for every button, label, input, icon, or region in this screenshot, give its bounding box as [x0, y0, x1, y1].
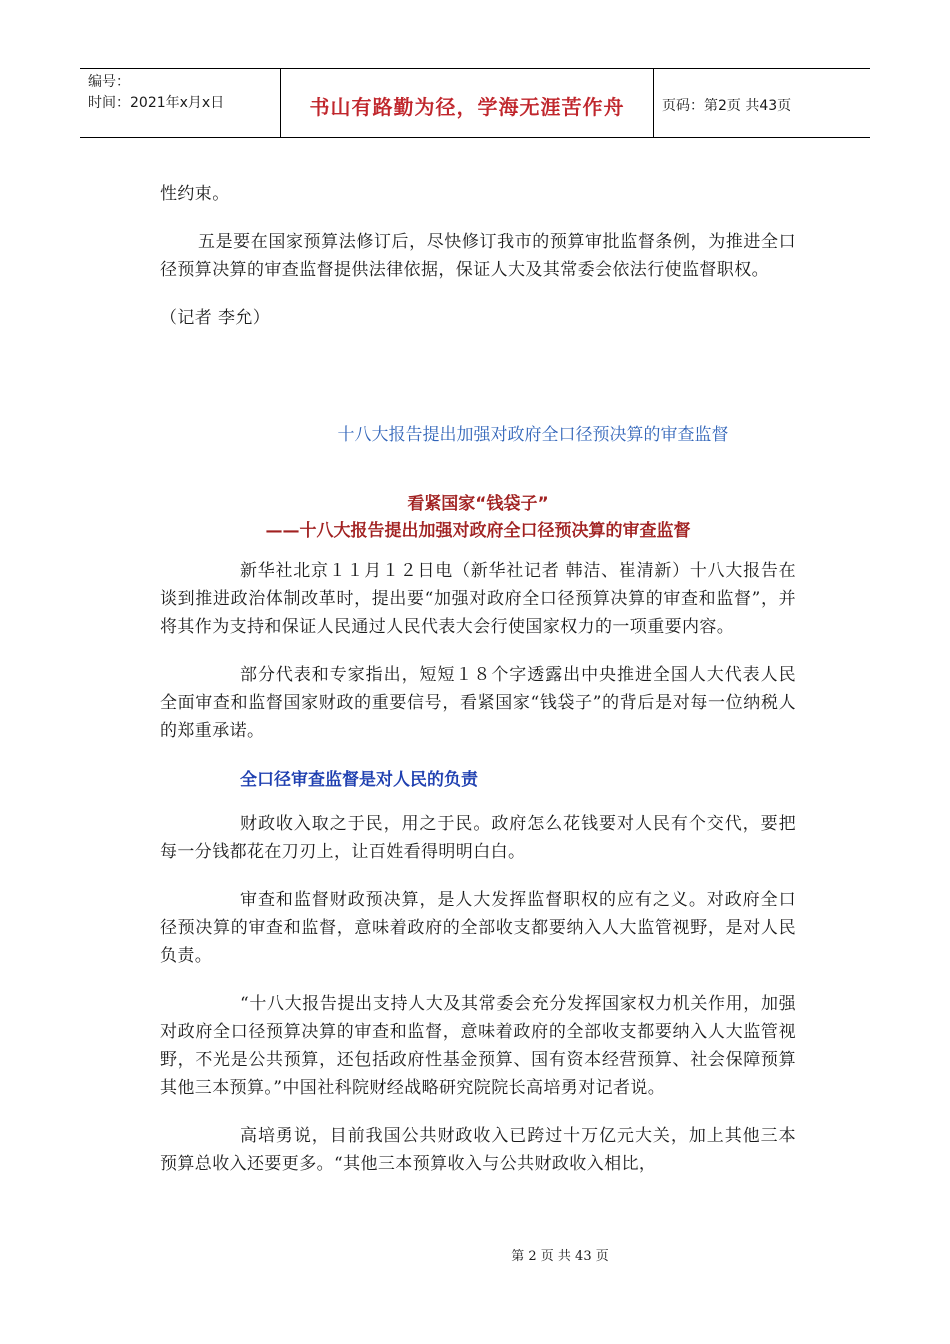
- page-header: [80, 68, 870, 138]
- article-subtitle: ——十八大报告提出加强对政府全口径预决算的审查监督: [265, 521, 691, 541]
- link-title[interactable]: 十八大报告提出加强对政府全口径预决算的审查监督: [337, 425, 729, 445]
- number-label: 编号：: [88, 74, 130, 90]
- paragraph: 部分代表和专家指出，短短１８个字透露出中央推进全国人大代表人民全面审查和监督国家财政的重要信号，看紧国家“钱袋子”的背后是对每一位纳税人的郑重承诺。: [160, 665, 796, 741]
- header-page-code: 页码：第2页 共43页: [662, 98, 792, 114]
- header-motto: 书山有路勤为径，学海无涯苦作舟: [280, 69, 654, 137]
- time-label: 时间：2021年x月x日: [88, 95, 225, 111]
- document-body: [160, 180, 796, 1178]
- article-title: 看紧国家“钱袋子”: [407, 494, 549, 514]
- paragraph: 新华社北京１１月１２日电（新华社记者 韩洁、崔清新）十八大报告在谈到推进政治体制改革时，提出要“加强对政府全口径预算决算的审查和监督”，并将其作为支持和保证人民通过人民代表大会行使国家权力的一项重要内容。: [160, 561, 796, 637]
- page-footer: 第 2 页 共 43 页: [511, 1249, 609, 1264]
- header-left: [80, 69, 280, 137]
- paragraph: 五是要在国家预算法修订后，尽快修订我市的预算审批监督条例，为推进全口径预算决算的审查监督提供法律依据，保证人大及其常委会依法行使监督职权。: [160, 232, 796, 280]
- paragraph: 高培勇说，目前我国公共财政收入已跨过十万亿元大关，加上其他三本预算总收入还要更多。“其他三本预算收入与公共财政收入相比，: [160, 1126, 796, 1174]
- paragraph: 审查和监督财政预决算，是人大发挥监督职权的应有之义。对政府全口径预决算的审查和监督，意味着政府的全部收支都要纳入人大监管视野，是对人民负责。: [160, 890, 796, 966]
- paragraph: 财政收入取之于民，用之于民。政府怎么花钱要对人民有个交代，要把每一分钱都花在刀刃上，让百姓看得明明白白。: [160, 814, 796, 862]
- section-heading: 全口径审查监督是对人民的负责: [240, 770, 478, 790]
- paragraph: 性约束。: [160, 184, 230, 204]
- reporter-credit: （记者 李允）: [160, 308, 271, 328]
- paragraph: “十八大报告提出支持人大及其常委会充分发挥国家权力机关作用，加强对政府全口径预算决算的审查和监督，意味着政府的全部收支都要纳入人大监管视野，不光是公共预算，还包括政府性基金预算、国有资本经营预算、社会保障预算其他三本预算。”中国社科院财经战略研究院院长高培勇对记者说。: [160, 994, 796, 1098]
